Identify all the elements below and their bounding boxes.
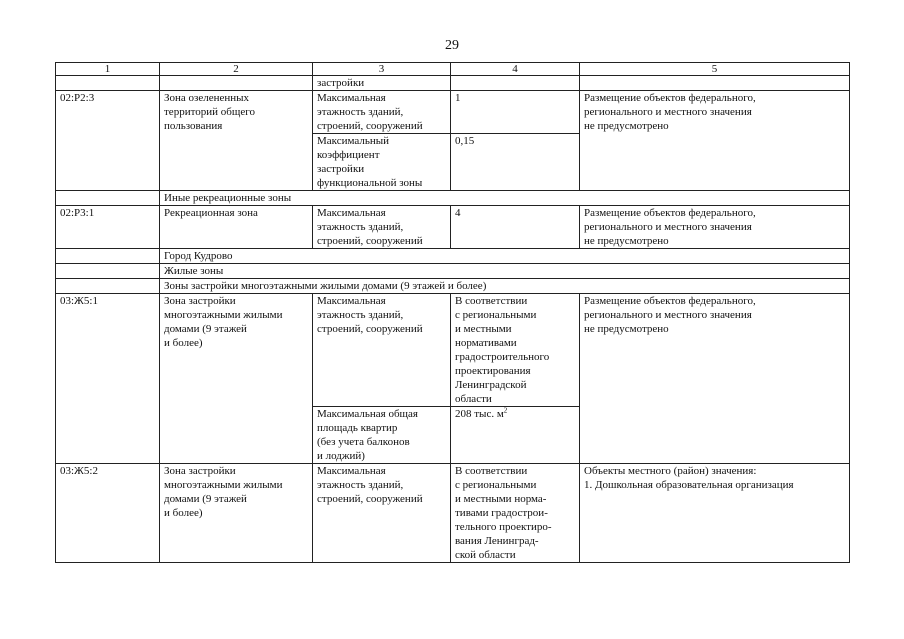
table-row: [56, 91, 850, 134]
zone-name-line: многоэтажными жилыми: [164, 479, 283, 491]
value-line: тивами градострои-: [455, 507, 548, 519]
note-line: Объекты местного (район) значения:: [584, 465, 757, 477]
param-line: строений, сооружений: [317, 323, 423, 335]
value-line: с региональными: [455, 309, 537, 321]
section-row: [56, 249, 850, 264]
note-line: регионального и местного значения: [584, 106, 752, 118]
param-line: этажность зданий,: [317, 309, 404, 321]
note-line: Размещение объектов федерального,: [584, 295, 756, 307]
note-line: 1. Дошкольная образовательная организация: [584, 479, 794, 491]
zone-name-line: многоэтажными жилыми: [164, 309, 283, 321]
header-cell: 3: [313, 63, 451, 76]
table-row: [56, 206, 850, 249]
value-line: 0,15: [455, 135, 475, 147]
section-row: [56, 279, 850, 294]
section-row: [56, 191, 850, 206]
zone-code: 02:Р2:3: [60, 92, 95, 104]
zone-name-line: территорий общего: [164, 106, 255, 118]
value-line: 1: [455, 92, 461, 104]
table-row-continuation: [56, 76, 850, 91]
header-cell: 5: [580, 63, 850, 76]
note-line: не предусмотрено: [584, 323, 669, 335]
note-line: не предусмотрено: [584, 235, 669, 247]
value-line: нормативами: [455, 337, 517, 349]
param-line: Максимальная: [317, 465, 386, 477]
param-line: Максимальная: [317, 92, 386, 104]
value-line: вания Ленинград-: [455, 535, 539, 547]
value-line: области: [455, 393, 492, 405]
zone-name-line: и более): [164, 337, 203, 349]
zone-name-line: Зона застройки: [164, 295, 236, 307]
value-line: градостроительного: [455, 351, 550, 363]
param-line: коэффициент: [317, 149, 380, 161]
note-line: не предусмотрено: [584, 120, 669, 132]
param-line: застройки: [317, 163, 365, 175]
zone-name-line: Зона застройки: [164, 465, 236, 477]
value-line: проектирования: [455, 365, 531, 377]
table-row: [56, 464, 850, 563]
param-line: строений, сооружений: [317, 120, 423, 132]
param-line: строений, сооружений: [317, 235, 423, 247]
value-line: тельного проектиро-: [455, 521, 552, 533]
value-line: с региональными: [455, 479, 537, 491]
param-line: площадь квартир: [317, 422, 398, 434]
table-row: [56, 294, 850, 407]
zones-table: [55, 62, 850, 563]
note-line: Размещение объектов федерального,: [584, 207, 756, 219]
param-line: Максимальный: [317, 135, 390, 147]
zone-code: 03:Ж5:2: [60, 465, 98, 477]
section-row: [56, 264, 850, 279]
note-line: Размещение объектов федерального,: [584, 92, 756, 104]
value-line: 4: [455, 207, 461, 219]
header-cell: 1: [56, 63, 160, 76]
param-line: этажность зданий,: [317, 106, 404, 118]
section-title: Жилые зоны: [164, 265, 224, 277]
value-line: [455, 407, 575, 421]
section-title: Иные рекреационные зоны: [164, 192, 292, 204]
section-title: Город Кудрово: [164, 250, 233, 262]
param-line: (без учета балконов: [317, 436, 410, 448]
zone-name-line: Рекреационная зона: [164, 207, 258, 219]
page-number: 29: [445, 38, 459, 53]
zone-name-line: Зона озелененных: [164, 92, 250, 104]
param-line: строений, сооружений: [317, 493, 423, 505]
param-line: этажность зданий,: [317, 479, 404, 491]
zone-name-line: домами (9 этажей: [164, 493, 247, 505]
zone-name-line: пользования: [164, 120, 223, 132]
zone-name-line: домами (9 этажей: [164, 323, 247, 335]
header-cell: 4: [451, 63, 580, 76]
value-line: В соответствии: [455, 465, 528, 477]
param-line: этажность зданий,: [317, 221, 404, 233]
param-line: Максимальная общая: [317, 408, 418, 420]
note-line: регионального и местного значения: [584, 309, 752, 321]
param-line: Максимальная: [317, 295, 386, 307]
zone-code: 02:Р3:1: [60, 207, 95, 219]
value-line: В соответствии: [455, 295, 528, 307]
value-line: и местными норма-: [455, 493, 547, 505]
param-line: функциональной зоны: [317, 177, 423, 189]
zone-name-line: и более): [164, 507, 203, 519]
param-line: Максимальная: [317, 207, 386, 219]
zone-code: 03:Ж5:1: [60, 295, 98, 307]
table-header-row: [56, 63, 850, 76]
header-cell: 2: [160, 63, 313, 76]
value-line: Ленинградской: [455, 379, 527, 391]
cell-line: застройки: [317, 77, 365, 89]
value-line: ской области: [455, 549, 516, 561]
note-line: регионального и местного значения: [584, 221, 752, 233]
area-value: 208 тыс. м: [455, 408, 504, 420]
param-line: и лоджий): [317, 450, 365, 462]
value-line: и местными: [455, 323, 512, 335]
section-title: Зоны застройки многоэтажными жилыми домами (9 этажей и более): [164, 280, 487, 292]
area-unit-superscript: 2: [503, 406, 508, 415]
